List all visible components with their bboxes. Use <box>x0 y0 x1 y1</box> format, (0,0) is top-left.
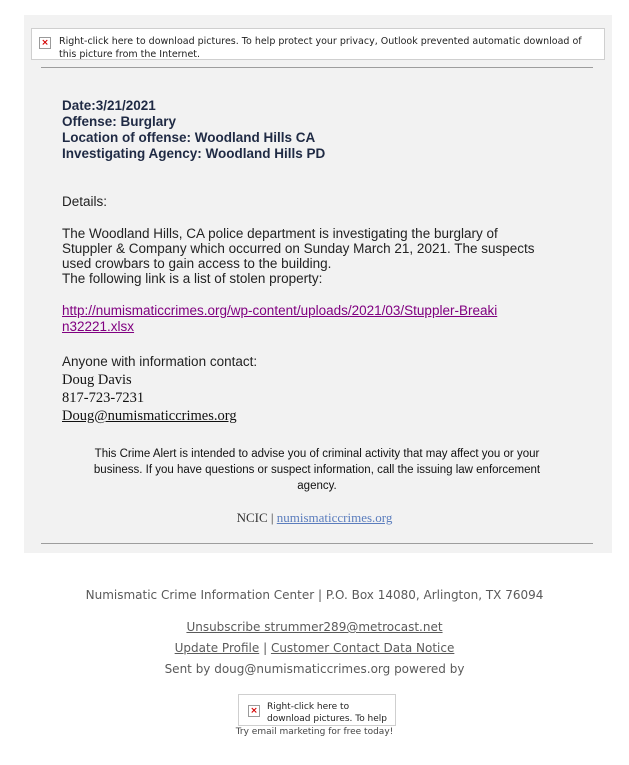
broken-image-icon: × <box>39 37 51 49</box>
provider-logo-placeholder[interactable] <box>238 694 396 726</box>
update-profile-link[interactable]: Update Profile <box>174 641 260 655</box>
sent-by-text: Sent by doug@numismaticcrimes.org powered by <box>164 662 465 676</box>
image-blocked-banner[interactable] <box>31 28 605 60</box>
banner-text: Right-click here to download pictures. To help protect your privacy, Outlook prevented automatic download of this picture from the Internet. <box>59 36 582 60</box>
details-line: used crowbars to gain access to the building. <box>62 256 332 271</box>
divider-bottom <box>41 543 593 544</box>
alert-location: Location of offense: Woodland Hills CA <box>62 130 316 145</box>
profile-links <box>0 641 629 655</box>
unsubscribe-link[interactable]: Unsubscribe strummer289@metrocast.net <box>186 620 443 634</box>
logo-placeholder-text: Right-click here to download pictures. To help <box>267 702 388 724</box>
contact-intro: Anyone with information contact: <box>62 354 258 369</box>
ncic-label: NCIC <box>236 510 268 525</box>
contact-name: Doug Davis <box>62 372 132 388</box>
ncic-line <box>0 510 629 526</box>
details-label: Details: <box>62 194 108 209</box>
ncic-separator: | <box>270 510 274 525</box>
customer-contact-notice-link[interactable]: Customer Contact Data Notice <box>270 641 455 655</box>
ncic-website-link[interactable]: numismaticcrimes.org <box>276 510 393 525</box>
divider-top <box>41 67 593 68</box>
contact-email[interactable]: Doug@numismaticcrimes.org <box>62 408 237 424</box>
alert-date: Date:3/21/2021 <box>62 98 156 113</box>
alert-agency: Investigating Agency: Woodland Hills PD <box>62 146 326 161</box>
stolen-property-link[interactable]: http://numismaticcrimes.org/wp-content/uploads/2021/03/Stuppler-Breakin32221.xlsx <box>62 303 498 334</box>
disclaimer-text: This Crime Alert is intended to advise you of criminal activity that may affect you or your business. If you have questions or suspect information, call the issuing law enforcement agency. <box>93 448 541 492</box>
footer-separator: | <box>263 641 268 655</box>
details-line: The Woodland Hills, CA police department is investigating the burglary of <box>62 226 498 241</box>
contact-phone: 817-723-7231 <box>62 390 145 406</box>
alert-offense: Offense: Burglary <box>62 114 177 129</box>
details-line: The following link is a list of stolen property: <box>62 271 323 286</box>
unsubscribe-line <box>0 620 629 634</box>
try-email-marketing-link[interactable]: Try email marketing for free today! <box>235 727 394 737</box>
details-line: Stuppler & Company which occurred on Sunday March 21, 2021. The suspects <box>62 241 535 256</box>
footer-address: Numismatic Crime Information Center | P.O. Box 14080, Arlington, TX 76094 <box>85 588 544 602</box>
broken-image-icon: × <box>248 705 260 717</box>
